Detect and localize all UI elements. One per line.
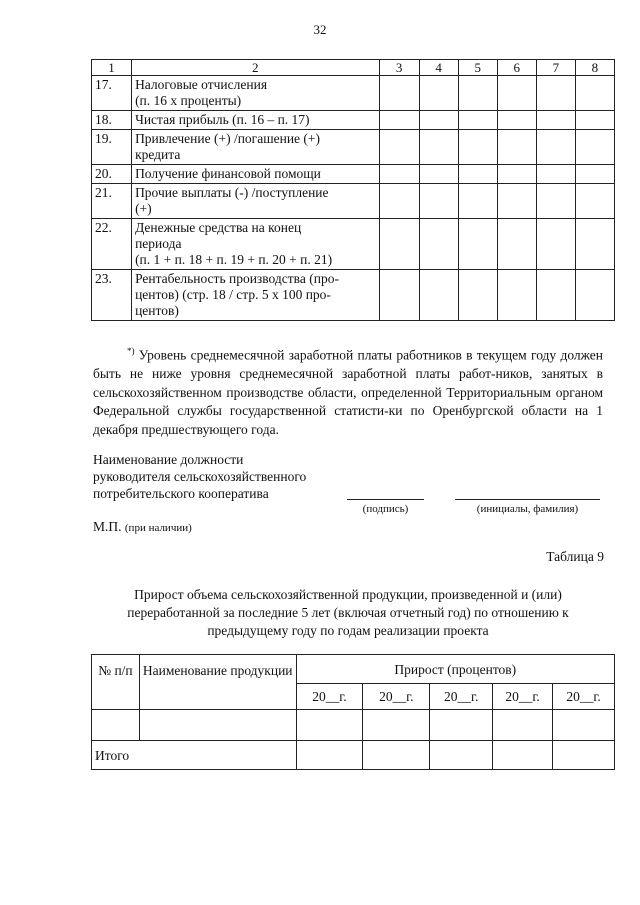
- value-cell: [379, 76, 419, 111]
- value-cell: [536, 76, 575, 111]
- value-cell: [419, 219, 458, 270]
- name-label: (инициалы, фамилия): [476, 503, 579, 515]
- value-cell: [419, 184, 458, 219]
- row-label-line: (+): [135, 201, 152, 216]
- table-title: Прирост объема сельскохозяйственной продукции, произведенной и (или) переработанной за последние 5 лет (включая отчетный год) по отношению к предыдущему году по годам реализации проекта: [127, 587, 569, 638]
- row-label: [132, 111, 379, 130]
- header-cell: 8: [575, 60, 614, 76]
- row-number: 20.: [92, 165, 132, 184]
- value-cell: [575, 130, 614, 165]
- total-row: [92, 741, 615, 770]
- signature-line: [347, 499, 424, 500]
- value-cell: [497, 219, 536, 270]
- row-number: 22.: [92, 219, 132, 270]
- value-cell: [497, 76, 536, 111]
- value-cell: [536, 130, 575, 165]
- page-number: 32: [313, 22, 327, 37]
- stamp-note: (при наличии): [124, 522, 192, 534]
- position-line: руководителя сельскохозяйственного: [93, 469, 307, 484]
- value-cell: [536, 165, 575, 184]
- row-label: [132, 165, 379, 184]
- row-label-line: периода: [135, 236, 182, 251]
- table-row: [92, 165, 615, 184]
- year-header: 20__г.: [553, 684, 615, 710]
- header-cell: 6: [497, 60, 536, 76]
- row-label-line: Чистая прибыль (п. 16 – п. 17): [135, 112, 310, 127]
- row-label-line: Налоговые отчисления: [135, 77, 268, 92]
- row-label-line: центов): [135, 303, 179, 318]
- table-row: [92, 184, 615, 219]
- value-cell: [536, 184, 575, 219]
- row-number: 23.: [92, 270, 132, 321]
- header-cell: 4: [419, 60, 458, 76]
- position-line: потребительского кооператива: [93, 486, 269, 501]
- value-cell: [379, 184, 419, 219]
- value-cell: [536, 111, 575, 130]
- value-cell: [497, 165, 536, 184]
- header-cell: 1: [92, 60, 132, 76]
- value-cell: [497, 111, 536, 130]
- value-cell: [419, 270, 458, 321]
- footnote-marker: *): [127, 346, 135, 356]
- col-growth-header: Прирост (процентов): [296, 655, 614, 684]
- table-row: [92, 76, 615, 111]
- stamp-place: [93, 519, 192, 535]
- table-row: [92, 710, 615, 741]
- table-label: Таблица 9: [546, 549, 604, 564]
- year-header: 20__г.: [493, 684, 553, 710]
- growth-table: [91, 654, 615, 770]
- value-cell: [419, 130, 458, 165]
- financial-table: [91, 59, 615, 321]
- value-cell: [497, 184, 536, 219]
- value-cell: [419, 76, 458, 111]
- value-cell: [379, 165, 419, 184]
- value-cell: [497, 270, 536, 321]
- header-cell: 5: [458, 60, 497, 76]
- value-cell: [575, 219, 614, 270]
- year-header: 20__г.: [430, 684, 493, 710]
- value-cell: [458, 184, 497, 219]
- position-line: Наименование должности: [93, 452, 244, 467]
- row-label-line: центов) (стр. 18 / стр. 5 х 100 про-: [135, 287, 331, 302]
- value-cell: [575, 270, 614, 321]
- footnote-text: Уровень среднемесячной заработной платы работников в текущем году должен быть не ниже уровня среднемесячной заработной платы работ-ников, занятых в сельскохозяйственном производстве области, определенной Территориальным органом Федеральной службы государственной статисти-ки по Оренбургской области на 1 декабря предшествующего года.: [93, 347, 603, 437]
- value-cell: [458, 219, 497, 270]
- stamp-label: М.П.: [93, 519, 122, 534]
- value-cell: [575, 111, 614, 130]
- row-label: [132, 270, 379, 321]
- footnote: [93, 342, 603, 439]
- value-cell: [419, 111, 458, 130]
- signature-label: (подпись): [362, 503, 409, 515]
- row-label-line: Рентабельность производства (про-: [135, 271, 339, 286]
- row-label-line: кредита: [135, 147, 181, 162]
- row-number: 21.: [92, 184, 132, 219]
- value-cell: [575, 184, 614, 219]
- value-cell: [458, 76, 497, 111]
- position-title: [93, 451, 306, 502]
- row-label: [132, 76, 379, 111]
- col-name-header: Наименование продукции: [139, 655, 296, 710]
- table-row: [92, 270, 615, 321]
- name-line: [455, 499, 600, 500]
- value-cell: [458, 130, 497, 165]
- header-cell: 7: [536, 60, 575, 76]
- value-cell: [536, 270, 575, 321]
- value-cell: [536, 219, 575, 270]
- table-row: [92, 111, 615, 130]
- row-label: [132, 130, 379, 165]
- col-number-header: № п/п: [92, 655, 140, 710]
- row-label-line: Прочие выплаты (-) /поступление: [135, 185, 329, 200]
- value-cell: [458, 165, 497, 184]
- value-cell: [379, 219, 419, 270]
- year-header: 20__г.: [296, 684, 363, 710]
- table-row: [92, 219, 615, 270]
- value-cell: [497, 130, 536, 165]
- value-cell: [575, 76, 614, 111]
- header-cell: 3: [379, 60, 419, 76]
- year-header: 20__г.: [363, 684, 430, 710]
- row-number: 19.: [92, 130, 132, 165]
- row-label-line: Денежные средства на конец: [135, 220, 302, 235]
- header-cell: 2: [132, 60, 379, 76]
- row-label-line: Получение финансовой помощи: [135, 166, 321, 181]
- row-label: [132, 184, 379, 219]
- row-label: [132, 219, 379, 270]
- total-label: Итого: [92, 741, 297, 770]
- value-cell: [379, 270, 419, 321]
- row-number: 18.: [92, 111, 132, 130]
- value-cell: [458, 270, 497, 321]
- row-label-line: (п. 1 + п. 18 + п. 19 + п. 20 + п. 21): [135, 252, 333, 267]
- table-header-row: [92, 60, 615, 76]
- value-cell: [419, 165, 458, 184]
- value-cell: [458, 111, 497, 130]
- table-row: [92, 130, 615, 165]
- row-label-line: (п. 16 х проценты): [135, 93, 242, 108]
- row-label-line: Привлечение (+) /погашение (+): [135, 131, 321, 146]
- value-cell: [575, 165, 614, 184]
- value-cell: [379, 111, 419, 130]
- row-number: 17.: [92, 76, 132, 111]
- value-cell: [379, 130, 419, 165]
